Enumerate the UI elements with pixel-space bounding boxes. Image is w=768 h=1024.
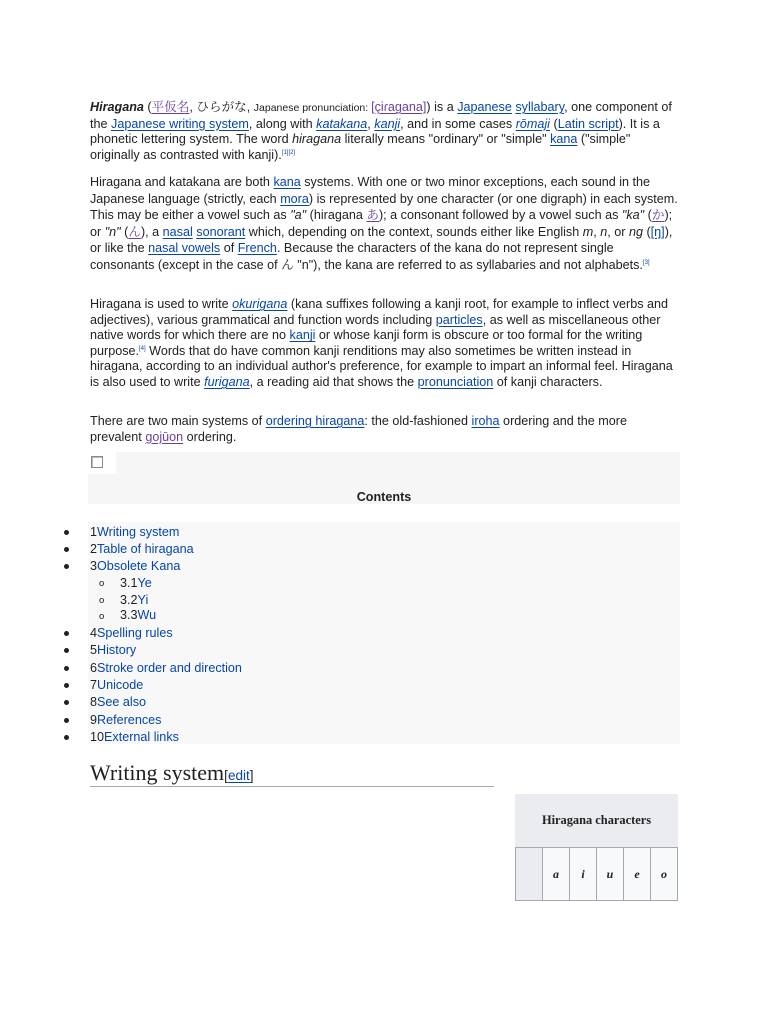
toc-bullet: [64, 631, 69, 636]
okurigana-link[interactable]: okurigana: [232, 297, 288, 311]
edit-bracket-open: [: [224, 768, 228, 783]
text: , along with: [248, 116, 317, 131]
toc-num: 3.3: [120, 608, 138, 622]
char-a-link[interactable]: あ: [366, 208, 379, 223]
ref-1[interactable]: [1]: [281, 149, 289, 156]
edit-section: [224, 768, 253, 783]
vowel-header-row: [515, 847, 678, 901]
text: , as well as miscellaneous other native words for which there are no: [90, 312, 661, 343]
toc-toggle-checkbox[interactable]: [91, 456, 103, 468]
section-title: Writing system: [90, 760, 225, 785]
gojuon-link[interactable]: gojūon: [145, 429, 184, 444]
text: (hiragana: [306, 208, 367, 223]
pronunciation-link[interactable]: pronunciation: [417, 374, 494, 389]
term-hiragana: Hiragana: [90, 100, 144, 114]
vowel-a: a: [543, 848, 570, 900]
toc-item-ye[interactable]: [120, 575, 152, 592]
toc-bullet: [64, 564, 69, 569]
text: which, depending on the context, sounds either like English: [245, 224, 583, 239]
writing-system-link[interactable]: Japanese writing system: [111, 116, 249, 131]
toc-title: Contents: [356, 490, 412, 504]
syllabary-link[interactable]: syllabary: [515, 100, 565, 114]
katakana-link[interactable]: katakana: [316, 116, 368, 131]
kana-link[interactable]: kana: [550, 132, 578, 147]
vowel-u: u: [597, 848, 624, 900]
text: , and in some cases: [400, 116, 516, 131]
text: ), or like the: [90, 224, 673, 256]
text: . Because the characters of the kana do not represent single consonants (except in the case of: [90, 241, 614, 272]
toc-bullet: [64, 547, 69, 552]
kanji-link[interactable]: 平仮名: [151, 100, 190, 114]
toc-bullet: [64, 648, 69, 653]
usage-paragraph: [90, 297, 680, 391]
toc-num: 5: [90, 643, 98, 657]
toc-label: Ye: [137, 576, 152, 590]
toc-item-references[interactable]: [90, 712, 161, 729]
text: "n"), the kana are referred to as syllabaries and not alphabets.: [293, 257, 643, 272]
example-a: "a": [290, 208, 307, 223]
text: of kanji characters.: [493, 374, 603, 389]
pron-label: Japanese pronunciation:: [253, 102, 372, 114]
toc-label: References: [97, 713, 162, 727]
char-n-2: ん: [281, 257, 294, 272]
vowel-e: e: [624, 848, 651, 900]
text: ("simple" originally as contrasted with kanji).: [90, 132, 631, 162]
ipa-link[interactable]: [çiɾaɡana]: [371, 100, 427, 114]
text: literally means "ordinary" or "simple": [341, 132, 551, 147]
text: : the old-fashioned: [364, 414, 472, 428]
text: of: [220, 241, 238, 256]
word-hiragana: hiragana: [292, 132, 342, 147]
text: , one component of the: [90, 100, 672, 131]
nasal-vowels-link[interactable]: nasal vowels: [148, 241, 221, 256]
text: or whose kanji form is obscure or too formal for the writing purpose.: [90, 328, 643, 358]
text: ); or: [90, 208, 673, 239]
char-n-link[interactable]: ん: [128, 224, 141, 239]
toc-label: Writing system: [97, 525, 180, 539]
infobox-title: Hiragana characters: [515, 794, 678, 847]
text: , a reading aid that shows the: [249, 374, 418, 389]
toc-item-external-links[interactable]: [90, 729, 179, 746]
vowel-o: o: [651, 848, 677, 900]
french-link[interactable]: French: [237, 241, 277, 256]
toc-label: Table of hiragana: [97, 542, 194, 556]
corner-cell: [516, 848, 543, 900]
toc-num: 7: [90, 678, 98, 692]
toc-label: Unicode: [97, 678, 144, 692]
toc-label: External links: [104, 730, 179, 744]
toc-label: Yi: [137, 593, 149, 607]
text: ). It is a phonetic lettering system. The word: [90, 116, 660, 147]
toc-bullet: [64, 683, 69, 688]
toc-sub-bullet: o: [99, 611, 105, 622]
example-ng: ng: [628, 224, 643, 239]
section-heading: [90, 760, 494, 787]
example-ka: "ka": [621, 208, 645, 223]
latin-script-link[interactable]: Latin script: [557, 116, 619, 131]
iroha-link[interactable]: iroha: [471, 414, 500, 428]
text: ); a consonant followed by a vowel such as: [378, 208, 622, 223]
toc-bullet: [64, 666, 69, 671]
toc-item-wu[interactable]: [120, 607, 156, 624]
toc-num: 3.2: [120, 593, 138, 607]
text: Hiragana is used to write: [90, 297, 233, 311]
nasal-link[interactable]: nasal: [162, 224, 193, 239]
toc-num: 3: [90, 559, 98, 573]
ordering-paragraph: [90, 414, 680, 445]
toc-label: Stroke order and direction: [97, 661, 242, 675]
ref-4[interactable]: [4]: [139, 345, 146, 352]
example-m: m: [582, 224, 594, 239]
text: Words that do have common kanji renditions may also sometimes be written instead in hiragana, according to an individual author's preference, for example to impart an informal feel. Hiragana is also used to write: [90, 343, 673, 389]
text: There are two main systems of: [90, 414, 266, 428]
toc-item-unicode[interactable]: [90, 677, 143, 694]
hiragana-characters-table: [515, 794, 678, 902]
japanese-link[interactable]: Japanese: [457, 100, 512, 114]
mora-link[interactable]: mora: [280, 191, 309, 206]
ordering-hiragana-link[interactable]: ordering hiragana: [265, 414, 365, 428]
ref-2[interactable]: [2]: [288, 149, 296, 156]
text: ordering.: [183, 429, 237, 444]
toc-label: See also: [97, 695, 147, 709]
toc-bullet: [64, 735, 69, 740]
toc-bullet: [64, 700, 69, 705]
toc-item-stroke-order[interactable]: [90, 660, 242, 677]
text: ), a: [140, 224, 163, 239]
toc-num: 3.1: [120, 576, 138, 590]
toc-num: 1: [90, 525, 98, 539]
toc-item-history[interactable]: [90, 642, 136, 659]
text: ) is represented by one character (or one digraph) in each system. This may be either a vowel such as: [90, 191, 678, 223]
intro-paragraph: Hiragana (平仮名, ひらがな, Japanese pronunciation: [çiɾaɡana]) is a Japanese syllabary, one component of the Japanese writing system, along with katakana, kanji, and in some cases rōmaji (Latin script). It is a phonetic lettering system. The word hiragana literally means "ordinary" or "simple" kana ("simple" originally as contrasted with kanji).[1][2]: [90, 100, 672, 162]
toc-sub-bullet: o: [99, 578, 105, 589]
toc-num: 8: [90, 695, 98, 709]
toc-label: Wu: [137, 608, 157, 622]
edit-bracket-close: ]: [249, 768, 254, 783]
toc-item-table-of-hiragana[interactable]: [90, 541, 194, 558]
toc-num: 9: [90, 713, 98, 727]
toc-num: 6: [90, 661, 98, 675]
toc-item-writing-system[interactable]: [90, 524, 179, 541]
toc-num: 4: [90, 626, 98, 640]
toc-item-spelling-rules[interactable]: [90, 625, 173, 642]
toc-sub-bullet: o: [99, 595, 105, 606]
kana-link-2[interactable]: kana: [273, 175, 301, 189]
kana-text: ひらがな: [196, 100, 247, 114]
romaji-link[interactable]: rōmaji: [515, 116, 550, 131]
toc-item-obsolete-kana[interactable]: [90, 558, 180, 575]
toc-num: 2: [90, 542, 98, 556]
toc-item-see-also[interactable]: [90, 694, 146, 711]
text: systems. With one or two minor exceptions, each sound in the Japanese language (strictly, each: [90, 175, 651, 206]
text: (kana suffixes following a kanji root, for example to inflect verbs and adjectives), various grammatical and function words including: [90, 297, 669, 327]
toc-label: Obsolete Kana: [97, 559, 181, 573]
toc-bullet: [64, 530, 69, 535]
particles-link[interactable]: particles: [435, 312, 483, 327]
text: ) is a: [426, 100, 458, 114]
text: ordering and the more prevalent: [90, 414, 627, 444]
vowel-i: i: [570, 848, 597, 900]
kanji-link-2[interactable]: kanji: [374, 116, 401, 131]
kana-systems-paragraph: Hiragana and katakana are both kana systems. With one or two minor exceptions, each sound in the Japanese language (strictly, each mora) is represented by one character (or one digraph) in each system. This may be either a vowel such as "a" (hiragana あ); a consonant followed by a vowel such as "ka" (か); or "n" (ん), a nasal sonorant which, depending on the context, sounds either like English m, n, or ng ([ŋ]), or like the nasal vowels of French. Because the characters of the kana do not represent single consonants (except in the case of ん "n"), the kana are referred to as syllabaries and not alphabets.[3]: [90, 175, 678, 272]
char-ka-link[interactable]: か: [651, 208, 665, 223]
furigana-link[interactable]: furigana: [204, 374, 250, 389]
kanji-link-3[interactable]: kanji: [289, 328, 316, 343]
toc-label: Spelling rules: [97, 626, 173, 640]
sonorant-link[interactable]: sonorant: [196, 224, 246, 239]
text: , or: [607, 224, 629, 239]
toc-num: 10: [90, 730, 105, 744]
ipa-ng-link[interactable]: [ŋ]: [650, 224, 665, 239]
example-n2: n: [600, 224, 608, 239]
toc-label: History: [97, 643, 137, 657]
example-n: "n": [104, 224, 121, 239]
toc-bullet: [64, 718, 69, 723]
ref-3[interactable]: [3]: [642, 259, 650, 266]
edit-link[interactable]: edit: [227, 768, 250, 783]
text: Hiragana and katakana are both: [90, 175, 274, 189]
